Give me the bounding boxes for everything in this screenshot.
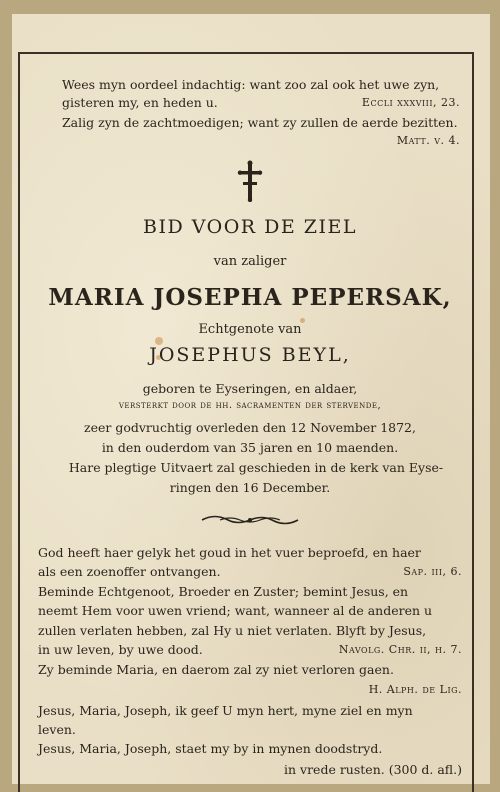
p5-line1: Jesus, Maria, Joseph, staet my by in mynen doodstryd. xyxy=(38,741,383,756)
p4-line2: leven. xyxy=(38,722,76,737)
quote1-line1: Wees myn oordeel indachtig: want zoo zal ook het uwe zyn, xyxy=(62,77,440,92)
p3-ref: H. Alph. de Lig. xyxy=(368,683,462,696)
p4-line1: Jesus, Maria, Joseph, ik geef U myn hert, myne ziel en myn xyxy=(38,703,413,718)
bio-line-5: Hare plegtige Uitvaert zal geschieden in de kerk van Eyse- xyxy=(68,460,444,475)
echtgenote-label: Echtgenote van xyxy=(198,322,302,337)
bio-line-1: geboren te Eyseringen, en aldaer, xyxy=(142,381,358,396)
quote1-ref: Eccli xxxviii, 23. xyxy=(361,96,460,109)
bio-line-3: zeer godvruchtig overleden den 12 November 1872, xyxy=(84,420,416,435)
p2-line3: zullen verlaten hebben, zal Hy u niet verlaten. Blyft by Jesus, xyxy=(38,623,427,638)
ornament-svg xyxy=(200,513,300,527)
p2-ref: Navolg. Chr. ii, h. 7. xyxy=(338,643,462,656)
cross-svg xyxy=(235,160,265,202)
p1-line2: als een zoenoffer ontvangen. xyxy=(38,564,221,579)
van-zaliger: van zaliger xyxy=(213,254,287,269)
bio-line-2: versterkt door de hh. sacramenten der stervende, xyxy=(118,400,382,411)
p1-ref: Sap. iii, 6. xyxy=(403,565,462,578)
p2-line1: Beminde Echtgenoot, Broeder en Zuster; bemint Jesus, en xyxy=(38,584,409,599)
husband-name: JOSEPHUS BEYL, xyxy=(149,344,351,366)
cross-icon xyxy=(0,160,500,206)
quote2-line1: Zalig zyn de zachtmoedigen; want zy zullen de aerde bezitten. xyxy=(62,115,458,130)
quote2-ref: Matt. v. 4. xyxy=(396,134,460,147)
quote1-line2: gisteren my, en heden u. xyxy=(62,95,218,110)
ornament-divider xyxy=(0,512,500,531)
bid-heading: BID VOOR DE ZIEL xyxy=(143,216,357,238)
p2-line2: neemt Hem voor uwen vriend; want, wanneer al de anderen u xyxy=(38,603,433,618)
deceased-name: MARIA JOSEPHA PEPERSAK, xyxy=(48,284,452,311)
p2-line4: in uw leven, by uwe dood. xyxy=(38,642,203,657)
p6-line1: in vrede rusten. (300 d. afl.) xyxy=(284,762,462,777)
p1-line1: God heeft haer gelyk het goud in het vuer beproefd, en haer xyxy=(38,545,421,560)
bio-line-4: in den ouderdom van 35 jaren en 10 maenden. xyxy=(101,440,399,455)
bio-line-6: ringen den 16 December. xyxy=(169,480,331,495)
p3-line1: Zy beminde Maria, en daerom zal zy niet verloren gaen. xyxy=(38,662,394,677)
